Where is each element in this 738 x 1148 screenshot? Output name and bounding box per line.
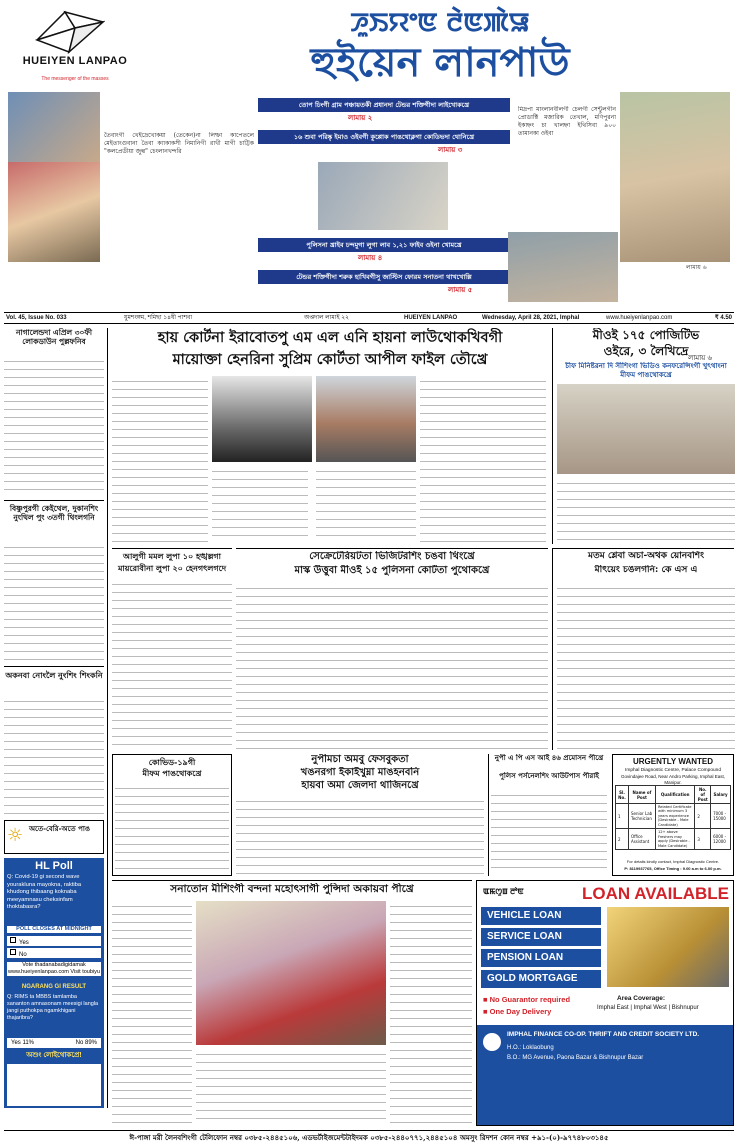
- hl-poll-closes: POLL CLOSES AT MIDNIGHT: [7, 926, 101, 933]
- footer: [4, 1130, 734, 1144]
- teaser-1[interactable]: তোপ চিংগী গ্রাম পঞ্চায়তকী প্রধানদা টেন্ডর শক্তিগীদা লাইখোকখ্রে: [258, 98, 510, 112]
- teaser-right-photo: [620, 92, 730, 262]
- lead-col-1: [112, 376, 208, 542]
- wanted-org: Imphal Diagnostic Centre, Palace Compound: [625, 768, 721, 773]
- left-article-1-body: [4, 356, 104, 496]
- loan-bullet-1-text: No Guarantor required: [489, 995, 571, 1004]
- left-article-3-body: [4, 696, 104, 816]
- loan-title: LOAN AVAILABLE: [581, 884, 729, 903]
- cell: Related Certificate with minimum 3 years experience (Desirable - Male Candidate): [655, 804, 694, 829]
- covid-box-headline-1[interactable]: কোভিড-১৯গী: [148, 757, 196, 767]
- masthead: [0, 0, 738, 90]
- loan-bullet-2: [483, 1007, 551, 1016]
- facebook-body: [236, 796, 484, 874]
- corona-subhead: চীফ মিনিষ্টরনা দি সীশিংগা ভিডিও কনফরেন্সিংগী খুৎথাংনা মীফম পাঙথোকখ্রে: [565, 362, 727, 379]
- wanted-col-num: No. of Post: [695, 786, 711, 804]
- left-article-2-title[interactable]: বিষ্ণুপুরগী কেইথেল, দুকানশিং নুংথিল পুং ৩তগী থিংলগনি: [9, 504, 99, 523]
- yes-checkbox-icon: [10, 937, 16, 943]
- info-price: ₹ 4.50: [714, 315, 732, 321]
- teaser-3[interactable]: পুলিসনা খ্রাইব চন্দমুগা লুগা লাব ১,২১ ফাইব ওইনা খোমখ্রে: [258, 238, 510, 252]
- loan-area: Imphal East | Imphal West | Bishnupur: [597, 1005, 699, 1011]
- potato-body: [112, 579, 232, 749]
- loan-bullet-1: [483, 995, 570, 1004]
- loan-item-gold: GOLD MORTGAGE: [481, 970, 601, 988]
- cell: 6000 - 12000: [711, 829, 731, 850]
- ksa-headline-2[interactable]: মীৎয়েং চঙলগনি: কে এস এ: [594, 565, 698, 575]
- secretariat-headline-1[interactable]: সেক্রেটেরিয়টতা ভিজিটরশিং চঙবা থিংখ্রে: [309, 551, 475, 562]
- potato-headline-2[interactable]: মায়রোবীনা লুপা ২০ হেনগৎলগদে: [117, 563, 227, 573]
- masthead-title-meitei: ꯍꯨꯏꯌꯦꯟ ꯂꯥꯟꯄꯥꯎ: [350, 8, 530, 38]
- wanted-table: [615, 785, 731, 850]
- info-date-local1: যুমশংঙ্গম, শমিছা ১৪ষী পাশবা: [124, 315, 193, 321]
- corona-story: [552, 328, 734, 544]
- loan-car-image: [607, 907, 729, 987]
- left-article-3-title[interactable]: অকনবা নোংলৈ নুংশিং শিংকনি: [5, 670, 103, 680]
- cell: 12+ above Freshers may apply (Desirable - Male Candidate): [655, 829, 694, 850]
- result-yes: Yes 11%: [11, 1040, 35, 1046]
- teaser-left-caption: তৈবাংগী খেইদ্রেখোকয়া (তেকেন)না লিম্ফা কাপেতলে মেইতাংগুবানা তৈবা ক্যাকাকসী নিমানিগী রাখী মাগী চাট্টিক "কলপ্রেডীয়া জুল্ব" চেংলানখন্দরি: [104, 132, 254, 156]
- teaser-2-page[interactable]: লামায় ৩: [438, 145, 463, 154]
- info-website[interactable]: www.hueiyenlanpao.com: [606, 315, 673, 321]
- sanatan-body-3: [390, 901, 472, 1125]
- story-ksa: [552, 548, 734, 750]
- yes-label: Yes: [19, 940, 29, 946]
- teaser-right-caption-page[interactable]: লামায় ৬: [688, 354, 713, 362]
- teaser-right-page[interactable]: লামায় ৬: [686, 264, 707, 271]
- sanatan-photo: [196, 901, 386, 1045]
- loan-item-vehicle: VEHICLE LOAN: [481, 907, 601, 925]
- corona-body: [557, 478, 735, 542]
- hl-poll-yes-option[interactable]: [7, 936, 101, 946]
- hl-poll-no-option[interactable]: [7, 948, 101, 958]
- logo-text: HUEIYEN LANPAO: [22, 55, 128, 67]
- wanted-title: URGENTLY WANTED: [632, 757, 713, 766]
- table-row: [616, 829, 731, 850]
- cell: 2: [695, 804, 711, 829]
- teaser-headlines: [258, 98, 510, 298]
- hl-poll-vote-text[interactable]: Vote thadanabadigidamak www.hueiyenlanpao.com Visit toubiyu: [8, 962, 100, 975]
- teaser-3-page[interactable]: লামায় ৪: [358, 253, 383, 262]
- covid-box: [112, 754, 232, 876]
- facebook-headline-3[interactable]: হায়বা অমা জেলদা থাজিনখ্রে: [301, 780, 419, 791]
- teaser-2[interactable]: ১৬ শুবা পরিষ্কৃ ইমাও ওইবগী কুপ্পোক পাঙথোক্লগা কোডিভদা থোনিখ্রে: [258, 130, 510, 144]
- loan-item-pension: PENSION LOAN: [481, 949, 601, 967]
- teaser-4-page[interactable]: লামায় ৫: [448, 285, 473, 294]
- sanatan-body-1: [112, 901, 192, 1125]
- sanatan-body-2: [196, 1049, 386, 1125]
- loan-org: IMPHAL FINANCE CO-OP. THRIFT AND CREDIT SOCIETY LTD.: [507, 1031, 700, 1038]
- story-promotion: [488, 754, 608, 876]
- hl-poll-result-bar: [7, 1038, 101, 1048]
- story-facebook: [236, 754, 484, 876]
- logo: [10, 10, 140, 86]
- cell: Senior Lab Technician: [628, 804, 655, 829]
- teaser-1-page[interactable]: লামায় ২: [348, 113, 373, 122]
- lead-headline-2[interactable]: মায়োক্তা হেনরিনা সুপ্রিম কোর্টতা আপীল ফাইল তৌখ্রে: [172, 351, 488, 368]
- teaser-left-photo-2: [8, 162, 100, 262]
- loan-ad: [476, 880, 734, 1126]
- lead-headline-1[interactable]: হায় কোর্টনা ইরাবোতপু এম এল এনি হায়না লাউথোকখিবগী: [157, 329, 503, 346]
- weather-box: [4, 820, 104, 854]
- teaser-4[interactable]: টেন্ডর শক্তিগীদা শরুক হাখিবগীসু জাস্টিস ফোরম সনাতনা থাখখোল্লি: [258, 270, 510, 284]
- cell: Office Assistant: [628, 829, 655, 850]
- potato-headline-1[interactable]: আলুগী মমল লুপা ১০ হঙ্খল্লগা: [123, 551, 221, 561]
- star-icon: ■: [483, 1007, 490, 1016]
- info-bar: [4, 312, 734, 324]
- corona-headline-2[interactable]: ওইরে, ৩ লৈখিদ্রে: [603, 344, 689, 358]
- loan-item-service: SERVICE LOAN: [481, 928, 601, 946]
- hl-poll: [4, 858, 104, 1108]
- facebook-headline-2[interactable]: খঙনরগা ইকাইখুম্না মাঙহনবনি: [300, 767, 420, 778]
- lead-photo-2: [316, 376, 416, 462]
- info-name: HUEIYEN LANPAO: [404, 315, 458, 321]
- cell: 1: [616, 804, 629, 829]
- no-label: No: [19, 952, 27, 958]
- wanted-phone: P: 8119937765, Office Timing : 9.00 a.m to 6.00 p.m.: [624, 866, 722, 871]
- wanted-col-salary: Salary: [711, 786, 731, 804]
- weather-sun-icon: ☼: [7, 825, 24, 846]
- loan-society-logo-icon: [483, 1033, 501, 1051]
- story-secretariat: [236, 548, 548, 750]
- loan-org-bar: [477, 1025, 733, 1125]
- cell: 7000 - 15000: [711, 804, 731, 829]
- lead-col-2: [212, 466, 308, 542]
- story-potato: [112, 548, 232, 750]
- loan-ho: H.O.: Loklaobung: [507, 1045, 554, 1051]
- covid-box-body: [115, 783, 229, 873]
- hl-poll-result-question: Q: RIMS ta MBBS tamlamba sananton amnasonam meesigi langla jangi puthokpa ngamkhigani thajaribra?: [7, 994, 99, 1022]
- weather-title: অতে-বেরি-অতে পাঙ: [29, 824, 91, 833]
- result-no: No 89%: [75, 1040, 97, 1046]
- table-row: [616, 804, 731, 829]
- origami-bird-logo-icon: [35, 10, 105, 54]
- ksa-headline-1[interactable]: মতম শ্লেবা অচা-অথক য়োনবশিং: [588, 551, 704, 561]
- hl-poll-result-header: NGARANG GI RESULT: [21, 984, 87, 990]
- info-date-local2: অপ্তদাল লামাই ২২: [304, 315, 350, 321]
- no-checkbox-icon: [10, 949, 16, 955]
- wanted-col-qual: Qualification: [655, 786, 694, 804]
- logo-tagline: The messenger of the masses: [41, 76, 109, 82]
- cell: 2: [616, 829, 629, 850]
- hl-poll-question: Q: Covid-19 gi second wave yourakluna mayokna, raktiba khudong thibaang koknaba meeyamnasu cheksinfam thoktabasra?: [7, 874, 82, 911]
- promotion-headline-2[interactable]: পুলিস পর্সনেলশিং আউটপাস পীরাই: [499, 772, 599, 780]
- loan-bo: B.O.: MG Avenue, Paona Bazar & Bishnupur Bazar: [507, 1055, 644, 1061]
- left-article-2-body: [4, 542, 104, 662]
- teaser-center-photo: [318, 162, 448, 230]
- loan-bullet-2-text: One Day Delivery: [489, 1007, 552, 1016]
- facebook-headline-1[interactable]: নুপীমচা অমবু ফেসবুকতা: [311, 754, 409, 765]
- secretariat-body: [236, 583, 548, 749]
- star-icon: ■: [483, 995, 490, 1004]
- sanatan-headline[interactable]: সনাতোন মীশিংগী বন্দনা মহোৎসাগী পুন্সিদা অকায়বা পীখ্রে: [170, 883, 414, 895]
- info-date-en: Wednesday, April 28, 2021, Imphal: [482, 315, 580, 321]
- lead-story: [112, 328, 548, 544]
- teaser-left-photo: [8, 92, 100, 162]
- story-sanatan: [112, 880, 472, 1126]
- lead-col-4: [420, 376, 546, 542]
- cartoon-title: অশুং লোইথোকপ্রে!: [26, 1052, 82, 1059]
- secretariat-headline-2[interactable]: মাস্ক উত্তুবা মীওই ১৫ পুলিসনা কোর্টতা পুথোকখ্রে: [294, 565, 490, 576]
- teaser-right-photo-2: [508, 232, 618, 302]
- wanted-col-sl: Sl. No.: [616, 786, 629, 804]
- wanted-contact: For details kindly contact, Imphal Diagnostic Centre.: [626, 859, 720, 864]
- cell: 3: [695, 829, 711, 850]
- corona-headline-1[interactable]: মীওই ১৭৫ পোজিটিভ: [592, 328, 700, 342]
- left-article-1-title[interactable]: নাগালেন্ডদা এপ্রিল ৩০ফী লোকডাউন পুল্লফনিব: [15, 328, 93, 347]
- teaser-right-caption: মিদ্রপা মাংলানবীলগী চেলগী সেন্টুলগীন প্রোডাক্টি মজারিক তেখাল, মণিপুরনা ইকাহ্নং চা খালহ্না ইথিসিবা ৯০০ তামানকা ওইবা: [518, 106, 616, 138]
- footer-text: ঈ-পাঙ্গা মরী লৈনবশিংগী টেলিফোন নম্বর ০৩৮৫-২৪৪৫১০৬, এডভর্টাইজমেন্টটাইদমক ০৩৮৫-২৪৪০৭৭১,২৪৪৫১০৪ অমসুং রিদশন কোন নম্বর +৯১-(০)-৯৭৭৪৮০৩১৪৫: [129, 1133, 609, 1142]
- corona-photo: [557, 384, 735, 474]
- lead-col-3: [316, 466, 416, 542]
- ksa-body: [557, 583, 735, 749]
- cartoon-image: [7, 1064, 101, 1106]
- masthead-title-bengali: হুইয়েন লানপাউ: [310, 40, 570, 86]
- hl-poll-header: HL Poll: [35, 860, 73, 872]
- lead-photo-1: [212, 376, 312, 462]
- wanted-ad: [612, 754, 734, 876]
- loan-kicker: ꯑꯃꯁꯨꯡ ꯂꯣꯟ: [483, 887, 524, 896]
- left-column: [4, 328, 108, 1108]
- covid-box-headline-2[interactable]: মীফম পাঙথোকখ্রে: [142, 768, 202, 778]
- wanted-col-post: Name of Post: [628, 786, 655, 804]
- info-vol: Vol. 45, Issue No. 033: [6, 315, 67, 321]
- loan-area-label: Area Coverage:: [617, 995, 666, 1002]
- wanted-address: Govindajee Road, Near Andro Parking, Imphal East, Manipur.: [620, 774, 726, 785]
- promotion-headline-1[interactable]: নুপী এ পি এস আই ৪৬ প্রমোসন পীখ্রে: [494, 754, 604, 762]
- promotion-body: [491, 790, 607, 874]
